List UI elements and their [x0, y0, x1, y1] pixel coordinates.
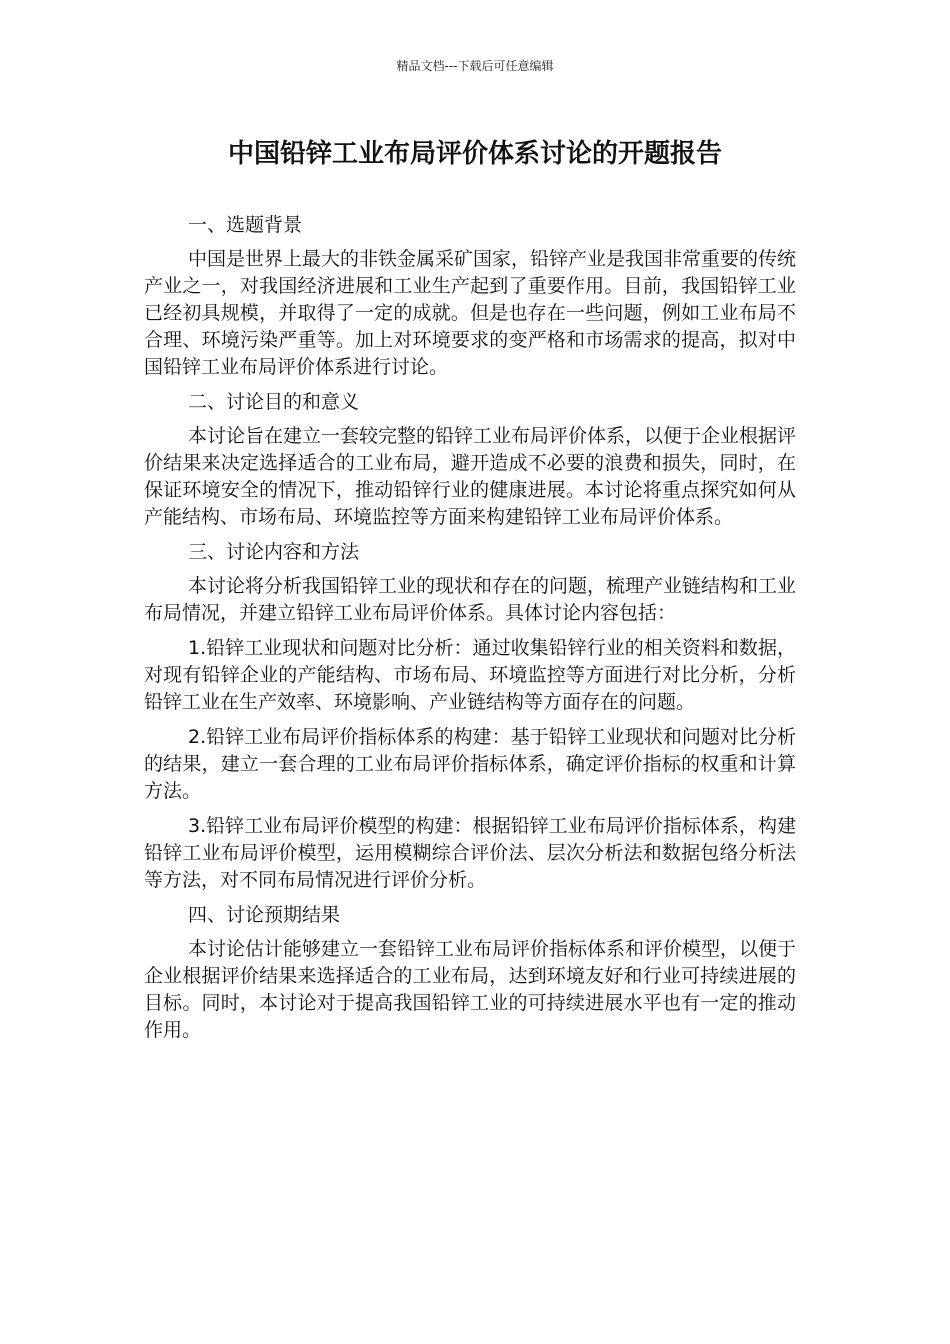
section-heading: 三、讨论内容和方法	[188, 541, 360, 563]
section-heading: 一、选题背景	[188, 214, 303, 236]
paragraph: 中国是世界上最大的非铁金属采矿国家，铅锌产业是我国非常重要的传统产业之一，对我国经济进展和工业生产起到了重要作用。目前，我国铅锌工业已经初具规模，并取得了一定的成就。但是也存在一些问题，例如工业布局不合理、环境污染严重等。加上对环境要求的变严格和市场需求的提高，拟对中国铅锌工业布局评价体系进行讨论。	[144, 248, 797, 378]
document-title: 中国铅锌工业布局评价体系讨论的开题报告	[227, 139, 722, 169]
list-item: 3.铅锌工业布局评价模型的构建：根据铅锌工业布局评价指标体系，构建铅锌工业布局评价模型，运用模糊综合评价法、层次分析法和数据包络分析法等方法，对不同布局情况进行评价分析。	[144, 815, 796, 891]
paragraph: 本讨论将分析我国铅锌工业的现状和存在的问题，梳理产业链结构和工业布局情况，并建立铅锌工业布局评价体系。具体讨论内容包括：	[144, 575, 797, 624]
section-expected-results	[144, 902, 796, 1044]
list-item: 1.铅锌工业现状和问题对比分析：通过收集铅锌行业的相关资料和数据，对现有铅锌企业的产能结构、市场布局、环境监控等方面进行对比分析，分析铅锌工业在生产效率、环境影响、产业链结构等方面存在的问题。	[144, 637, 796, 713]
header-note: 精品文档---下载后可任意编辑	[396, 59, 554, 73]
section-heading: 四、讨论预期结果	[188, 904, 341, 926]
paragraph: 本讨论旨在建立一套较完整的铅锌工业布局评价体系，以便于企业根据评价结果来决定选择适合的工业布局，避开造成不必要的浪费和损失，同时，在保证环境安全的情况下，推动铅锌行业的健康进展。本讨论将重点探究如何从产能结构、市场布局、环境监控等方面来构建铅锌工业布局评价体系。	[144, 425, 797, 528]
section-heading: 二、讨论目的和意义	[188, 391, 360, 413]
list-item: 2.铅锌工业布局评价指标体系的构建：基于铅锌工业现状和问题对比分析的结果，建立一套合理的工业布局评价指标体系，确定评价指标的权重和计算方法。	[144, 726, 796, 802]
document-body	[144, 212, 796, 1052]
section-content-methods	[144, 539, 796, 894]
section-background	[144, 212, 796, 381]
paragraph: 本讨论估计能够建立一套铅锌工业布局评价指标体系和评价模型，以便于企业根据评价结果来选择适合的工业布局，达到环境友好和行业可持续进展的目标。同时，本讨论对于提高我国铅锌工业的可持续进展水平也有一定的推动作用。	[144, 938, 797, 1041]
section-purpose	[144, 389, 796, 531]
